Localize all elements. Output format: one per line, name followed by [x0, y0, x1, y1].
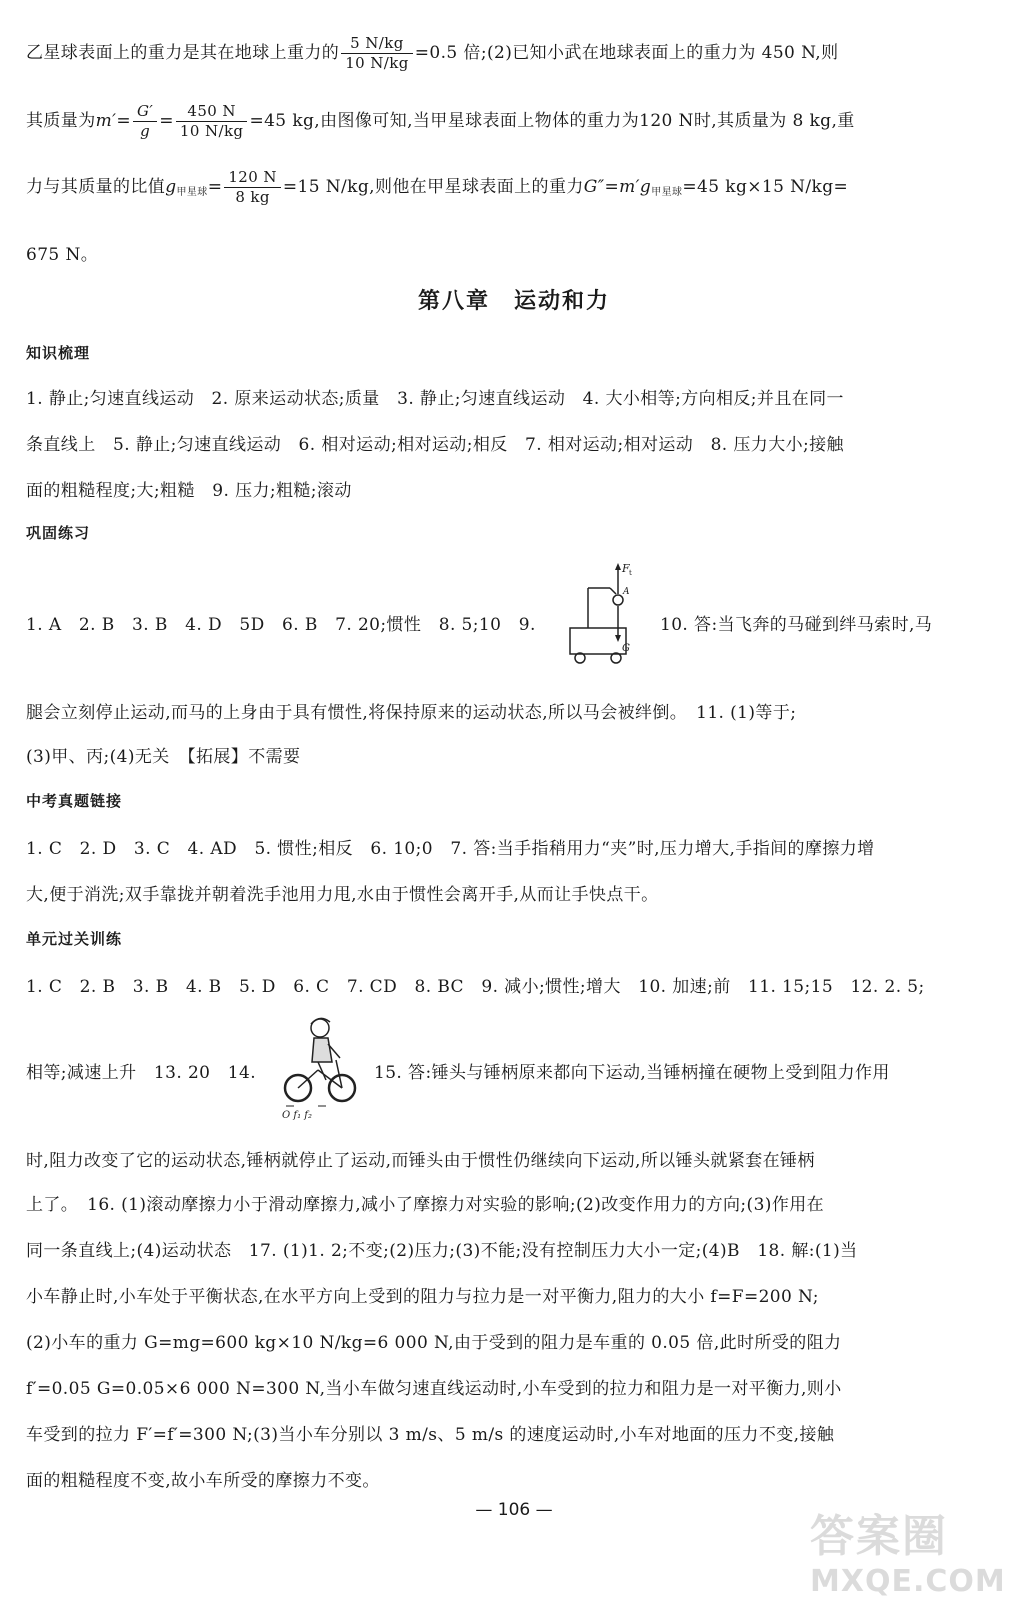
danyuan-line-6: 小车静止时,小车处于平衡状态,在水平方向上受到的阻力与拉力是一对平衡力,阻力的大小 f=F=200 N; [26, 1287, 819, 1307]
symbol-g: g [165, 177, 177, 197]
danyuan-line-3: 时,阻力改变了它的运动状态,锤柄就停止了运动,而锤头由于惯性仍继续向下运动,所以锤头就紧套在锤柄 [26, 1151, 815, 1171]
equals: = [207, 177, 223, 197]
section-heading-zhongkao: 中考真题链接 [26, 792, 123, 810]
q9-cart-figure [560, 560, 650, 666]
danyuan-line-5: 同一条直线上;(4)运动状态 17. (1)1. 2;不变;(2)压力;(3)不能;没有控制压力大小一定;(4)B 18. 解:(1)当 [26, 1241, 858, 1261]
watermark-text-cn: 答案圈 [810, 1511, 948, 1562]
zhongkao-line-2: 大,便于消洗;双手靠拢并朝着洗手池用力甩,水由于惯性会离开手,从而让手快点干。 [26, 885, 659, 905]
danyuan-line-1: 1. C 2. B 3. B 4. B 5. D 6. C 7. CD 8. BC 9. 减小;惯性;增大 10. 加速;前 11. 15;15 12. 2. 5; [26, 977, 925, 997]
zhishi-line-1: 1. 静止;匀速直线运动 2. 原来运动状态;质量 3. 静止;匀速直线运动 4. 大小相等;方向相反;并且在同一 [26, 389, 844, 409]
fraction [176, 102, 248, 141]
denominator: 10 N/kg [179, 122, 244, 140]
numerator: G′ [133, 102, 157, 122]
label-a: A [623, 587, 630, 597]
denominator: 8 kg [235, 188, 270, 206]
formula-m-prime: m′= [95, 111, 132, 131]
fraction [133, 102, 157, 141]
prev-line-2 [26, 102, 1002, 141]
zhongkao-line-1: 1. C 2. D 3. C 4. AD 5. 惯性;相反 6. 10;0 7. 答:当手指稍用力“夹”时,压力增大,手指间的摩擦力增 [26, 839, 875, 859]
text: 其质量为 [26, 111, 96, 131]
danyuan-line-8: f′=0.05 G=0.05×6 000 N=300 N,当小车做匀速直线运动时,小车受到的拉力和阻力是一对平衡力,则小 [26, 1379, 842, 1399]
frame [298, 1070, 318, 1088]
prev-line-1 [26, 34, 1002, 73]
gonggu-line-2: 腿会立刻停止运动,而马的上身由于具有惯性,将保持原来的运动状态,所以马会被绊倒。 11. (1)等于; [26, 703, 797, 723]
danyuan-line-10: 面的粗糙程度不变,故小车所受的摩擦力不变。 [26, 1471, 380, 1491]
prev-line-4: 675 N。 [26, 245, 99, 265]
danyuan-line-4: 上了。 16. (1)滚动摩擦力小于滑动摩擦力,减小了摩擦力对实验的影响;(2)改变作用力的方向;(3)作用在 [26, 1195, 825, 1215]
text: =15 N/kg,则他在甲星球表面上的重力 [282, 177, 584, 197]
text: 力与其质量的比值 [26, 177, 166, 197]
denominator: g [140, 122, 151, 140]
arrowhead-up-icon [615, 563, 621, 570]
chapter-title: 第八章 运动和力 [417, 289, 610, 314]
string [610, 588, 616, 594]
prev-line-3 [26, 168, 1002, 207]
text: =45 kg,由图像可知,当甲星球表面上物体的重力为120 N时,其质量为 8 kg,重 [249, 111, 855, 131]
watermark-logo [810, 1500, 1020, 1599]
section-heading-danyuan: 单元过关训练 [26, 930, 123, 948]
subscript: 甲星球 [176, 187, 208, 198]
numerator: 450 N [176, 102, 248, 122]
equals: = [159, 111, 174, 131]
danyuan-line-2-cont: 15. 答:锤头与锤柄原来都向下运动,当锤柄撞在硬物上受到阻力作用 [374, 1063, 890, 1083]
ball [613, 595, 623, 605]
fraction [224, 168, 281, 207]
subscript: 甲星球 [651, 187, 683, 198]
text: 乙星球表面上的重力是其在地球上重力的 [26, 43, 340, 63]
denominator: 10 N/kg [345, 54, 409, 72]
fraction [341, 34, 413, 73]
q14-bicycle-figure [278, 1010, 362, 1120]
gonggu-line-3: (3)甲、丙;(4)无关 【拓展】不需要 [26, 747, 301, 767]
numerator: 5 N/kg [341, 34, 413, 54]
numerator: 120 N [224, 168, 281, 188]
danyuan-line-7: (2)小车的重力 G=mg=600 kg×10 N/kg=6 000 N,由于受到的阻力是车重的 0.05 倍,此时所受的阻力 [26, 1333, 842, 1353]
text: =45 kg×15 N/kg= [682, 177, 849, 197]
watermark-text-url: MXQE.COM [810, 1564, 1006, 1599]
label-g: G [622, 643, 630, 654]
arrowhead-down-icon [615, 635, 621, 642]
section-heading-zhishi: 知识梳理 [26, 344, 91, 362]
text: =0.5 倍;(2)已知小武在地球表面上的重力为 450 N,则 [414, 43, 839, 63]
text: 1. A 2. B 3. B 4. D 5D 6. B 7. 20;惯性 8. 5;10 9. [26, 615, 536, 635]
label-f-sub: t [629, 569, 632, 577]
page-number: — 106 — [475, 1500, 553, 1520]
zhishi-line-2: 条直线上 5. 静止;匀速直线运动 6. 相对运动;相对运动;相反 7. 相对运动;相对运动 8. 压力大小;接触 [26, 435, 844, 455]
gonggu-line-1-cont: 10. 答:当飞奔的马碰到绊马索时,马 [660, 615, 933, 635]
zhishi-line-3: 面的粗糙程度;大;粗糙 9. 压力;粗糙;滚动 [26, 481, 352, 501]
section-heading-gonggu: 巩固练习 [26, 524, 91, 542]
formula-g-double-prime: G″=m′g [583, 177, 652, 197]
text: 相等;减速上升 13. 20 14. [26, 1063, 257, 1083]
label-f: F [622, 562, 630, 575]
figure-labels: O f₁ f₂ [282, 1110, 312, 1120]
body [312, 1038, 332, 1062]
danyuan-line-9: 车受到的拉力 F′=f′=300 N;(3)当小车分别以 3 m/s、5 m/s 的速度运动时,小车对地面的压力不变,接触 [26, 1425, 835, 1445]
